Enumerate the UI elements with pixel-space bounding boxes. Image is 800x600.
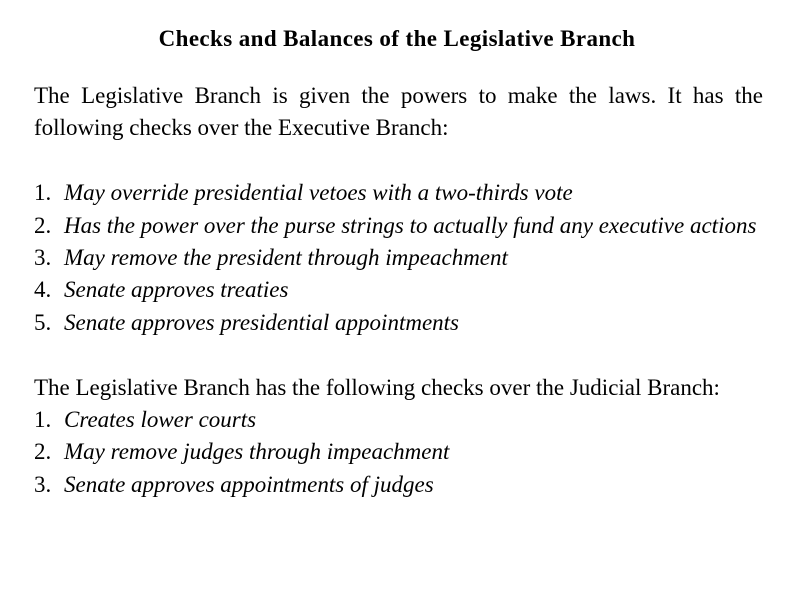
list-item: [34, 274, 763, 306]
list-text: Has the power over the purse strings to actually fund any executive actions: [64, 212, 757, 238]
executive-checks-list: [34, 177, 763, 339]
list-item: [34, 210, 763, 242]
list-item: [34, 404, 763, 436]
list-number: 1.: [34, 407, 52, 433]
list-item: [34, 469, 763, 501]
list-text: May override presidential vetoes with a two-thirds vote: [64, 180, 573, 206]
list-number: 2.: [34, 439, 52, 465]
list-number: 5.: [34, 309, 52, 335]
list-number: 1.: [34, 180, 52, 206]
slide-title: Checks and Balances of the Legislative Branch: [158, 26, 636, 51]
list-text: May remove judges through impeachment: [64, 439, 450, 465]
list-text: Senate approves presidential appointments: [64, 309, 459, 335]
list-item: [34, 177, 763, 209]
judicial-checks-list: [34, 404, 763, 501]
list-number: 3.: [34, 245, 52, 271]
list-item: [34, 436, 763, 468]
list-text: Creates lower courts: [64, 407, 257, 433]
list-number: 2.: [34, 212, 52, 238]
list-text: Senate approves treaties: [64, 277, 289, 303]
list-number: 4.: [34, 277, 52, 303]
list-text: Senate approves appointments of judges: [64, 471, 434, 497]
list-item: [34, 307, 763, 339]
paragraph-spacer: [34, 145, 763, 177]
slide-body: [34, 80, 763, 501]
list-item: [34, 242, 763, 274]
executive-intro: The Legislative Branch is given the powers to make the laws. It has the following checks over the Executive Branch:: [34, 83, 763, 141]
judicial-intro: The Legislative Branch has the following checks over the Judicial Branch:: [34, 374, 720, 400]
list-text: May remove the president through impeachment: [64, 245, 508, 271]
list-number: 3.: [34, 471, 52, 497]
paragraph-spacer: [34, 339, 763, 371]
